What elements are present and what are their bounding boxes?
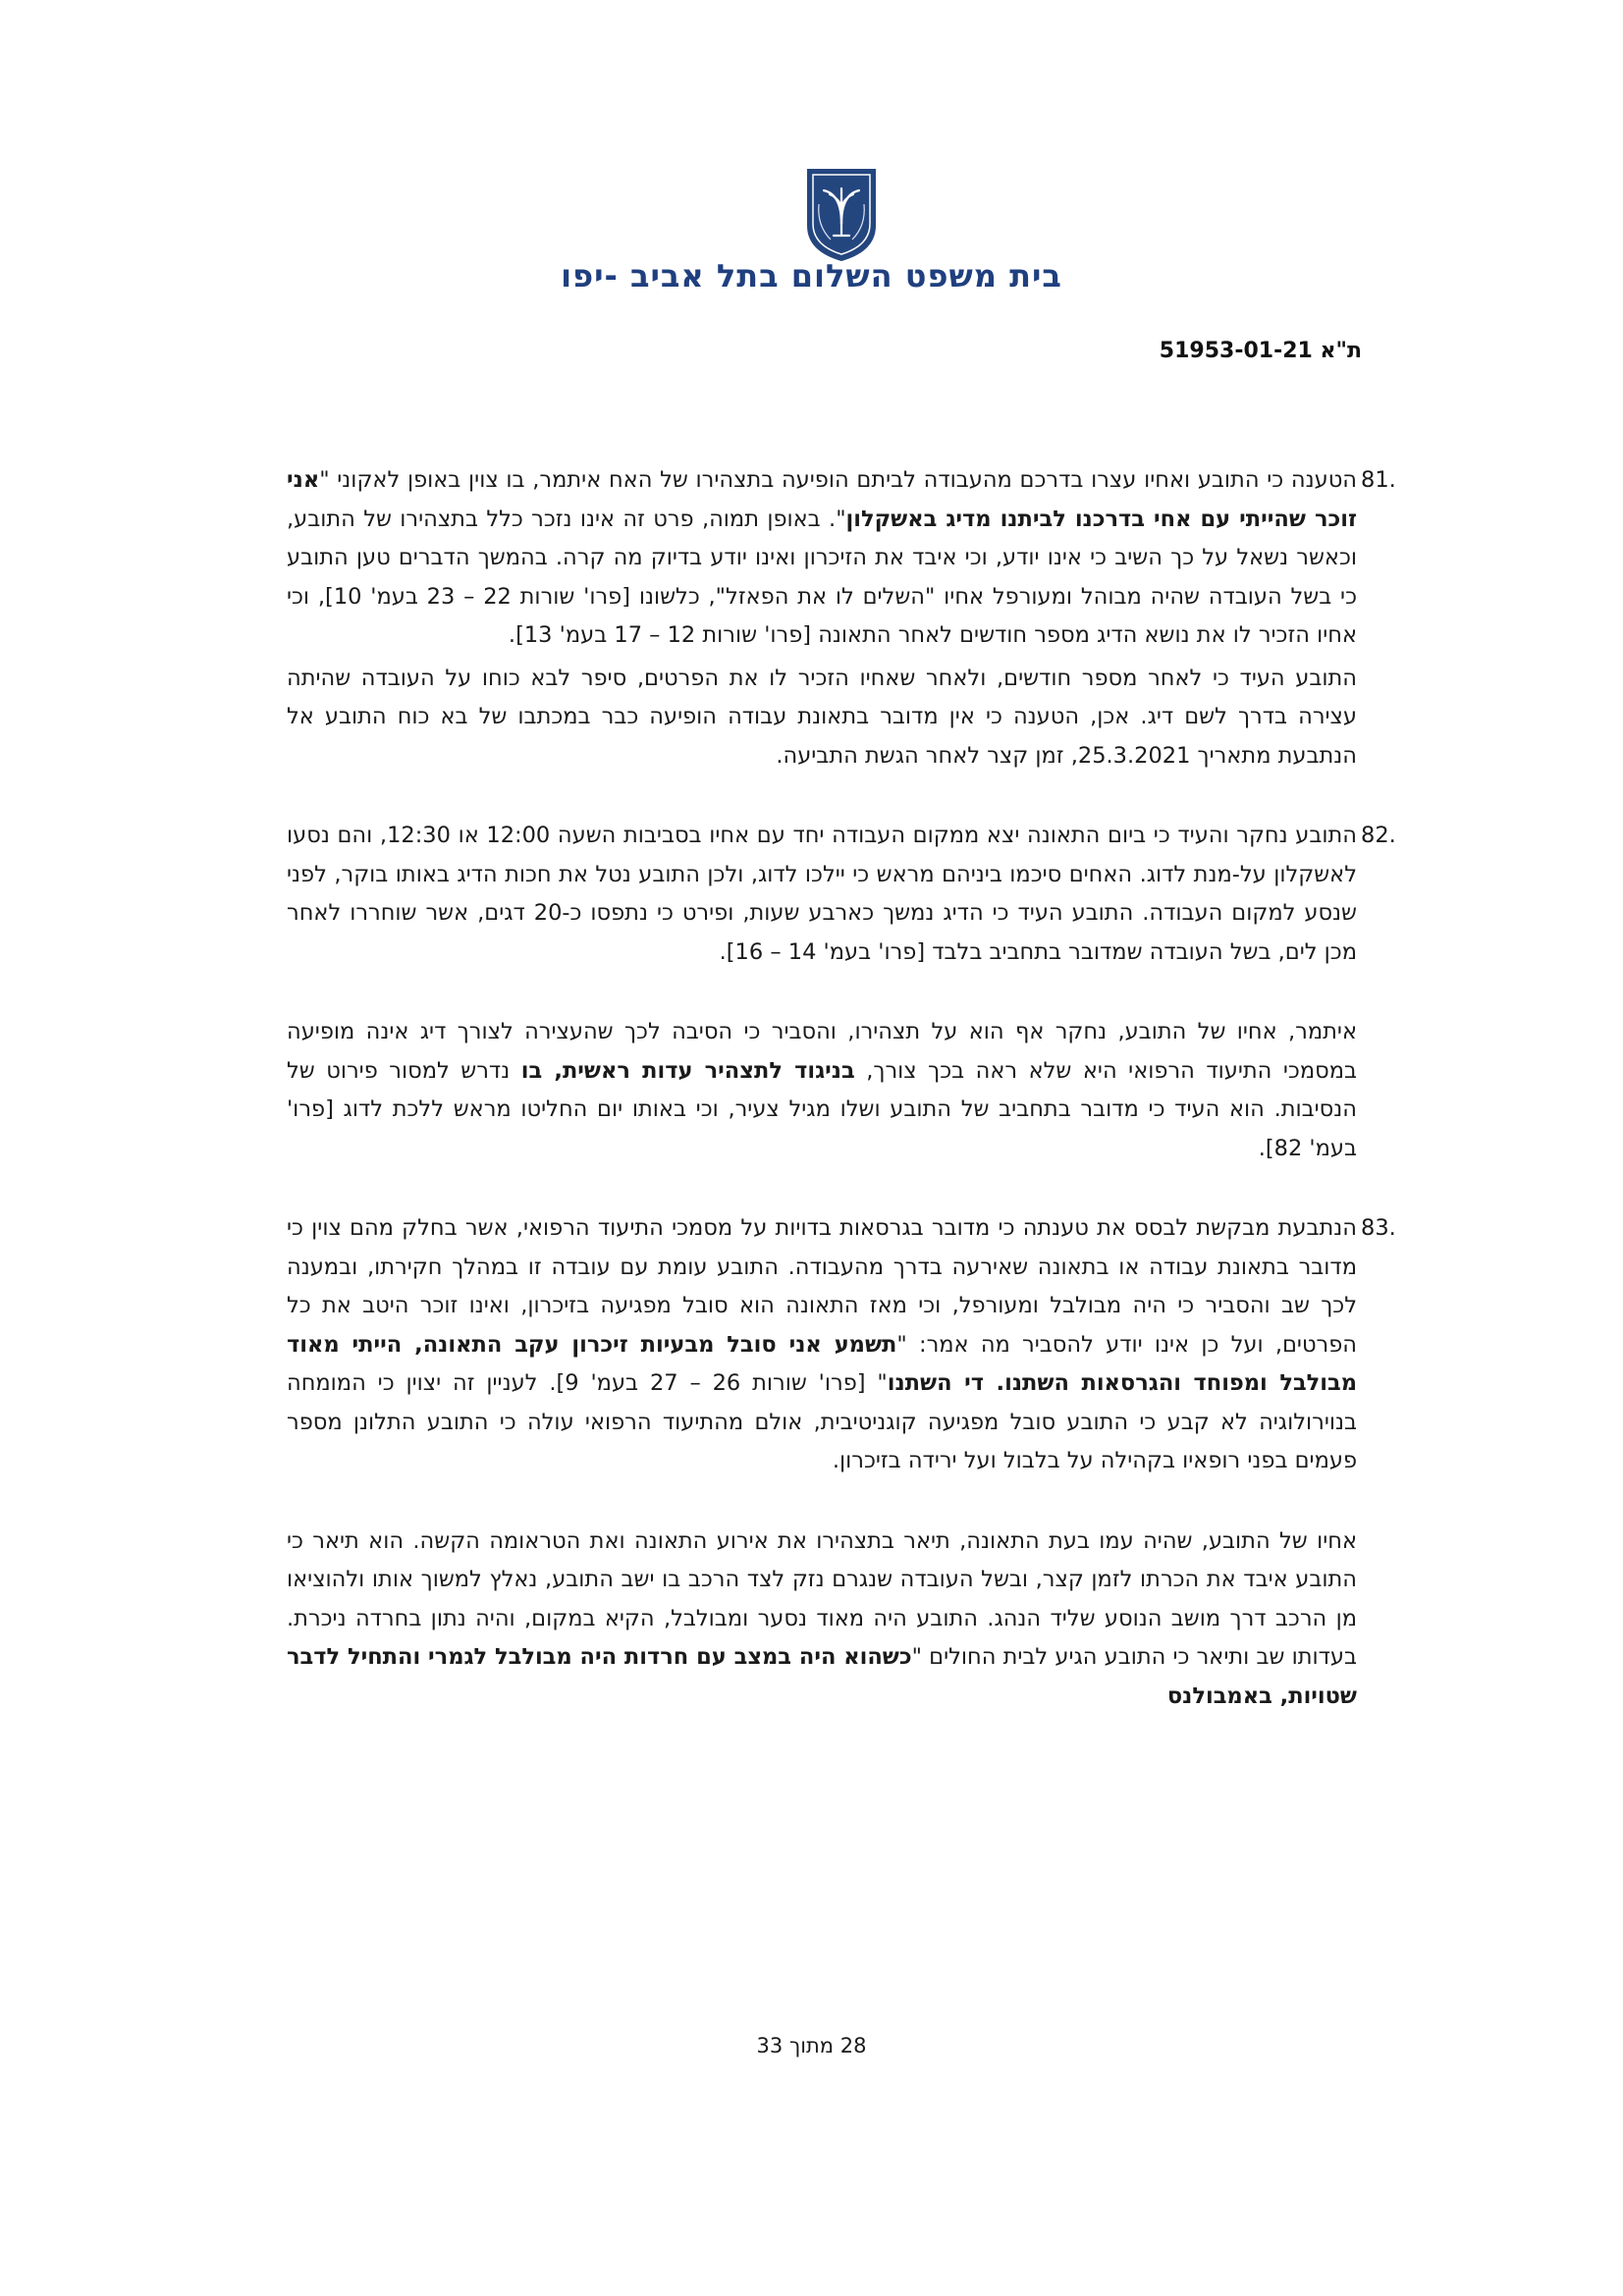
paragraph-number: 81. xyxy=(1361,467,1396,493)
paragraph-number: 82. xyxy=(1361,823,1396,848)
bold-quote: כשהוא היה במצב עם חרדות היה מבולבל לגמרי והתחיל לדבר שטויות, באמבולנס xyxy=(287,1644,1357,1709)
page-number: 28 מתוך 33 xyxy=(756,2034,867,2057)
paragraph-82: 82. התובע נחקר והעיד כי ביום התאונה יצא ממקום העבודה יחד עם אחיו בסביבות השעה 12:00 או 12:30, והם נסעו לאשקלון על-מנת לדוג. האחים סיכמו ביניהם מראש כי יילכו לדוג, ולכן התובע נטל את חכות הדיג באותו בוקר, לפני שנסע למקום העבודה. התובע העיד כי הדיג נמשך כארבע שעות, ופירט כי נתפסו כ-20 דגים, אשר שוחררו לאחר מכן לים, בשל העובדה שמדובר בתחביב בלבד [פרו' בעמ' 14 – 16]. xyxy=(287,817,1357,972)
paragraph-82-continued: איתמר, אחיו של התובע, נחקר אף הוא על תצהירו, והסביר כי הסיבה לכך שהעצירה לצורך דיג אינה מופיעה במסמכי התיעוד הרפואי היא שלא ראה בכך צורך, בניגוד לתצהיר עדות ראשית, בו נדרש למסור פירוט של הנסיבות. הוא העיד כי מדובר בתחביב של התובע ושלו מגיל צעיר, וכי באותו יום החליטו מראש ללכת לדוג [פרו' בעמ' 82]. xyxy=(287,1019,1357,1161)
paragraph-number: 83. xyxy=(1361,1215,1396,1241)
bold-quote: אני זוכר שהייתי עם אחי בדרכנו לביתנו מדיג באשקלון xyxy=(287,467,1357,532)
bold-quote: תשמע אני סובל מבעיות זיכרון עקב התאונה, הייתי מאוד מבולבל ומפוחד והגרסאות השתנו. די השתנו xyxy=(287,1331,1358,1396)
paragraph-83-continued: אחיו של התובע, שהיה עמו בעת התאונה, תיאר בתצהירו את אירוע התאונה ואת הטראומה הקשה. הוא תיאר כי התובע איבד את הכרתו לזמן קצר, ובשל העובדה שנגרם נזק לצד הרכב בו ישב התובע, נאלץ למשוך אותו ולהוציאו מן הרכב דרך מושב הנוסע שליד הנהג. התובע היה מאוד נסער ומבולבל, הקיא במקום, והיה נתון בחרדה ניכרת. בעדותו שב ותיאר כי התובע הגיע לבית החולים "כשהוא היה במצב עם חרדות היה מבולבל לגמרי והתחיל לדבר שטויות, באמבולנס xyxy=(287,1527,1357,1709)
paragraph-81-continued: התובע העיד כי לאחר מספר חודשים, ולאחר שאחיו הזכיר לו את הפרטים, סיפר לבא כוחו על העובדה שהיתה עצירה בדרך לשם דיג. אכן, הטענה כי אין מדובר בתאונת עבודה הופיעה כבר במכתבו של בא כוח התובע אל הנתבעת מתאריך 25.3.2021, זמן קצר לאחר הגשת התביעה. xyxy=(287,665,1357,769)
paragraph-83: 83. הנתבעת מבקשת לבסס את טענתה כי מדובר בגרסאות בדויות על מסמכי התיעוד הרפואי, אשר בחלק מהם צוין כי מדובר בתאונת עבודה או בתאונה שאירעה בדרך מהעבודה. התובע עומת עם עובדה זו במהלך חקירתו, ובמענה לכך שב והסביר כי היה מבולבל ומעורפל, וכי מאז התאונה הוא סובל מפגיעה בזיכרון, ואינו זוכר היטב את כל הפרטים, ועל כן אינו יודע להסביר מה אמר: "תשמע אני סובל מבעיות זיכרון עקב התאונה, הייתי מאוד מבולבל ומפוחד והגרסאות השתנו. די השתנו" [פרו' שורות 26 – 27 בעמ' 9]. לעניין זה יצוין כי המומחה בנוירולוגיה לא קבע כי התובע סובל מפגיעה קוגניטיבית, אולם מהתיעוד הרפואי עולה כי התובע התלונן מספר פעמים בפני רופאיו בקהילה על בלבול ועל ירידה בזיכרון. xyxy=(287,1209,1357,1481)
state-emblem-icon xyxy=(801,165,882,263)
paragraph-81: 81. הטענה כי התובע ואחיו עצרו בדרכם מהעבודה לביתם הופיעה בתצהירו של האח איתמר, בו צוין באופן לאקוני "אני זוכר שהייתי עם אחי בדרכנו לביתנו מדיג באשקלון". באופן תמוה, פרט זה אינו נזכר כלל בתצהירו של התובע, וכאשר נשאל על כך השיב כי אינו יודע, וכי איבד את הזיכרון ואינו יודע בדיוק מה קרה. בהמשך הדברים טען התובע כי בשל העובדה שהיה מבוהל ומעורפל אחיו "השלים לו את הפאזל", כלשונו [פרו' שורות 22 – 23 בעמ' 10], וכי אחיו הזכיר לו את נושא הדיג מספר חודשים לאחר התאונה [פרו' שורות 12 – 17 בעמ' 13]. xyxy=(287,461,1357,656)
court-name: בית משפט השלום בתל אביב -יפו xyxy=(561,257,1062,294)
case-number: ת"א 51953-01-21 xyxy=(1159,339,1362,363)
bold-phrase: בניגוד לתצהיר עדות ראשית, בו xyxy=(520,1057,855,1084)
document-body xyxy=(287,461,1396,1716)
